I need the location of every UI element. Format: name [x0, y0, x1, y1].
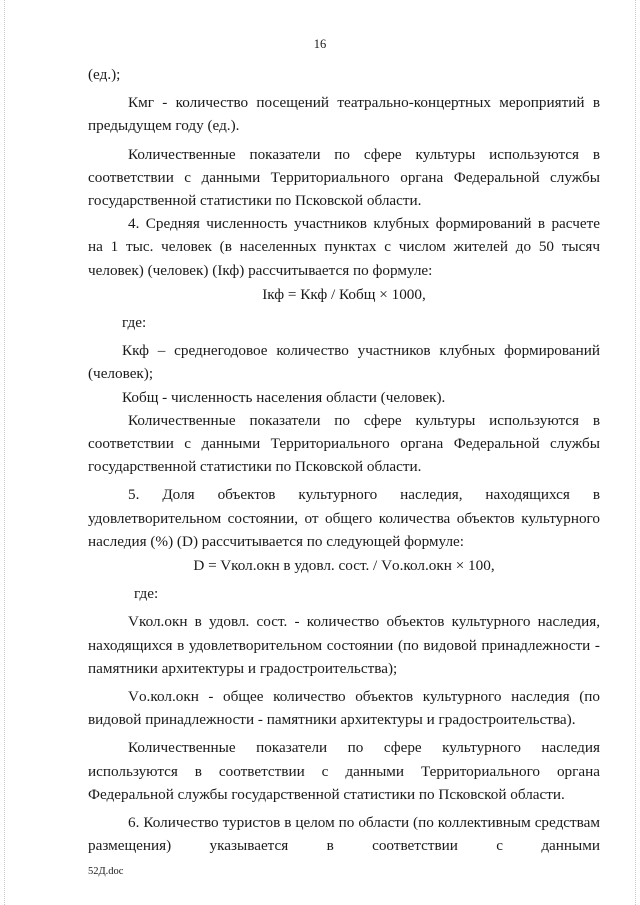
- label-where: где:: [134, 585, 159, 603]
- paragraph-source-note: Количественные показатели по сфере культуры используются в соответствии с данными Территориального органа Федеральной службы государственной статистики по Псковской области.: [88, 145, 600, 210]
- label-where: где:: [122, 314, 147, 332]
- scan-edge-left: [4, 0, 5, 905]
- paragraph-vo-kol-definition: Vо.кол.окн - общее количество объектов культурного наследия (по видовой принадлежности - памятники архитектуры и градостроительства).: [88, 688, 600, 729]
- paragraph-item-5: 5. Доля объектов культурного наследия, находящихся в удовлетворительном состоянии, от общего количества объектов культурного наследия (%) (D) рассчитывается по следующей формуле:: [88, 486, 600, 550]
- paragraph-vkol-definition: Vкол.окн в удовл. сост. - количество объектов культурного наследия, находящихся в удовлетворительном состоянии (по видовой принадлежности - памятники архитектуры и градостроительства);: [88, 613, 600, 677]
- formula-ikf: Iкф = Ккф / Кобщ × 1000,: [262, 285, 426, 303]
- page-number: 16: [313, 37, 327, 51]
- footer-filename: 52Д.doc: [88, 866, 124, 877]
- paragraph-source-note: Количественные показатели по сфере культуры используются в соответствии с данными Территориального органа Федеральной службы государственной статистики по Псковской области.: [88, 411, 600, 476]
- document-body: [88, 63, 600, 858]
- paragraph-continuation: (ед.);: [88, 66, 121, 83]
- scan-edge-right: [635, 0, 636, 905]
- paragraph-kkf-definition: Ккф – среднегодовое количество участников клубных формирований (человек);: [88, 342, 600, 383]
- paragraph-kobsh-definition: Кобщ - численность населения области (человек).: [122, 388, 446, 406]
- paragraph-item-4: 4. Средняя численность участников клубных формирований в расчете на 1 тыс. человек (в населенных пунктах с числом жителей до 50 тысяч человек) (человек) (Iкф) рассчитывается по формуле:: [88, 215, 600, 279]
- paragraph-source-note: Количественные показатели по сфере культурного наследия используются в соответствии с данными Территориального органа Федеральной службы государственной статистики по Псковской области.: [88, 739, 600, 803]
- paragraph-kmg-definition: Кмг - количество посещений театрально-концертных мероприятий в предыдущем году (ед.).: [88, 94, 600, 135]
- formula-d: D = Vкол.окн в удовл. сост. / Vо.кол.окн × 100,: [193, 557, 495, 575]
- paragraph-item-6: 6. Количество туристов в целом по области (по коллективным средствам размещения) указывается в соответствии с данными: [88, 814, 600, 855]
